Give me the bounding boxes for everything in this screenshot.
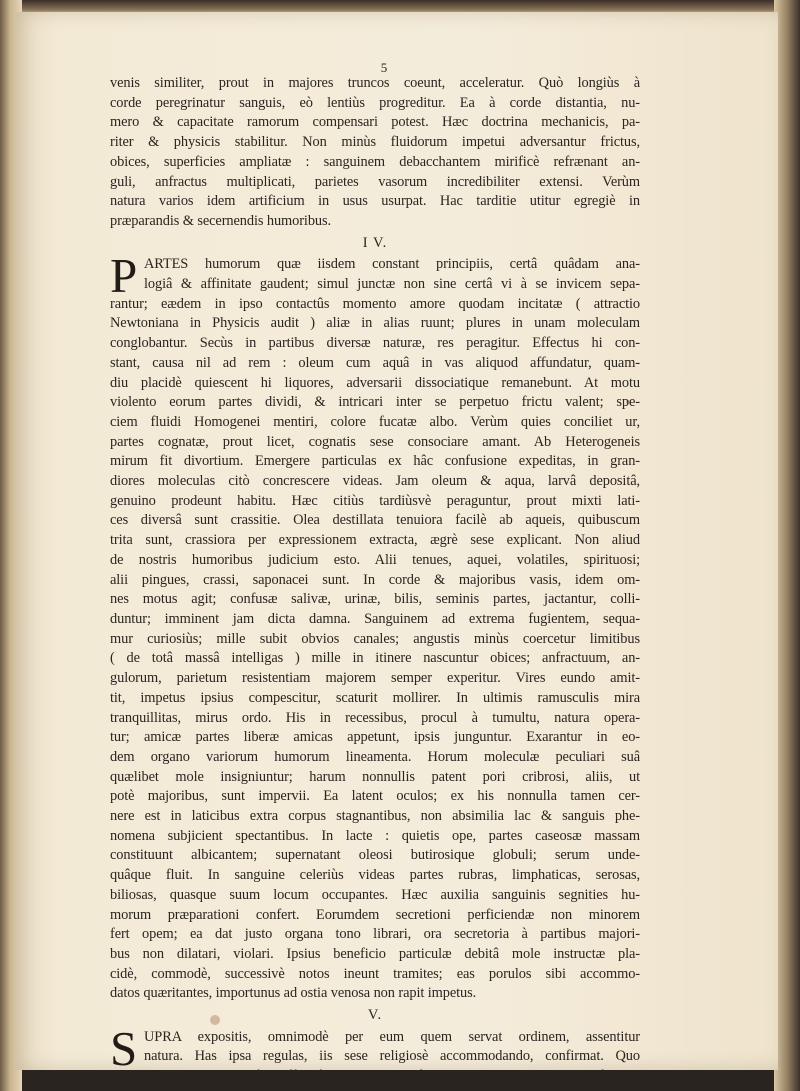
text-line: gulorum, parietum resistentiam majorem semper experitur. Vires eundo amit- xyxy=(110,670,640,687)
text-line: obices, superficies ampliatæ : sanguinem debacchantem mirificè refrænant an- xyxy=(110,153,640,170)
text-line: humor est crassior, eò difficiliùs separatur, eò majori indiget quiete; eò igi- xyxy=(110,1068,640,1085)
section-heading-iv: I V. xyxy=(362,234,388,251)
text-line: nomena subjicient spectantibus. In lacte : quietis ope, partes caseosæ massam xyxy=(110,827,640,844)
text-line: mero & capacitate ramorum compensari potest. Hæc doctrina mechanicis, pa- xyxy=(110,114,640,131)
text-line: Newtoniana in Physicis audit ) aliæ in alias ruunt; plures in unam moleculam xyxy=(110,315,640,332)
text-line: potè majoribus, sunt impervii. Ea latent oculos; ex his nonnulla tamen cer- xyxy=(110,788,640,805)
page-text xyxy=(110,58,640,1087)
text-line: natura varios idem artificium in usus usurpat. Hac tarditie utitur egregiè in xyxy=(110,193,640,210)
text-line: corde peregrinatur sanguis, eò lentiùs progreditur. Ea à corde distantia, nu- xyxy=(110,94,640,111)
text-line: violento eorum partes dividi, & intricari inter se perpetuo frictu valent; spe- xyxy=(110,394,640,411)
text-line: cidè, commodè, successivè notos ineunt tramites; eas porulos sibi accommo- xyxy=(110,965,640,982)
text-line: mirum fit divortium. Emergere particulas ex hâc confusione expeditas, in gran- xyxy=(110,453,640,470)
text-line: de nostris humoribus judicium esto. Alii tenues, aquei, volatiles, spirituosi; xyxy=(110,551,640,568)
text-line: partes cognatæ, prout licet, cognatis sese consociare amant. Ab Heterogeneis xyxy=(110,433,640,450)
text-line: logiâ & affinitate gaudent; simul junctæ non sine certâ vi à se invicem sepa- xyxy=(144,276,640,293)
text-line: UPRA expositis, omnimodè per eum quem servat ordinem, assentitur xyxy=(144,1028,640,1045)
drop-cap: S xyxy=(110,1020,138,1076)
text-line: diores moleculas citò concrescere videas. Jam oleum & aqua, larvâ depositâ, xyxy=(110,473,640,490)
section-v-paragraph xyxy=(110,1020,640,1087)
text-line: riter & physicis stabilitur. Non minùs fluidorum impetui adversantur frictus, xyxy=(110,134,640,151)
text-line: tur; amicæ partes liberæ amicas appetunt, ipsis junguntur. Exarantur in eo- xyxy=(110,729,640,746)
text-line: ces diversâ sunt crassitie. Olea destillata tenuiora facilè ab aqueis, quibuscum xyxy=(110,512,640,529)
text-line: nes motus agit; confusæ salivæ, urinæ, bilis, seminis partes, jactantur, colli- xyxy=(110,591,640,608)
text-line: mur curiosiùs; mille subit obvios canales; angustis minùs coercetur limitibus xyxy=(110,630,640,647)
text-line: tranquillitas, mirus ordo. His in recessibus, procul à tumultu, natura opera- xyxy=(110,709,640,726)
text-line: bus non dilatari, violari. Ipsius beneficio particulæ debitâ mole instructæ pla- xyxy=(110,945,640,962)
text-line: ciem fluidi Homogenei mentiri, colore fucatæ albo. Verùm quies conciliet ur, xyxy=(110,413,640,430)
text-line: morum præparationi confert. Eorumdem secretioni perficiendæ non minorem xyxy=(110,906,640,923)
text-line: conglobantur. Secùs in partibus diversæ naturæ, res peragitur. Effectus hi con- xyxy=(110,335,640,352)
text-line: tit, impetus ipsius compescitur, scaturit mollirer. In ultimis ramusculis mira xyxy=(110,689,640,706)
text-line: quâque fluit. In sanguine celeriùs videas partes rubras, limphaticas, serosas, xyxy=(110,867,640,884)
text-line: fert opem; ea dat justo organa tono librari, ora secretoria à partibus majori- xyxy=(110,926,640,943)
page-number: 5 xyxy=(380,60,388,75)
book-page xyxy=(14,12,778,1085)
text-line: quælibet mole insigniuntur; harum nonnullis patent pori cribrosi, aliis, ut xyxy=(110,768,640,785)
text-line: natura. Has ipsa regulas, iis sese religiosè accommodando, confirmat. Quo xyxy=(144,1048,640,1065)
text-line: præparandis & secernendis humoribus. xyxy=(110,212,332,229)
text-line: ( de totâ massâ intelligas ) mille in itinere nascuntur obices; anfractuum, an- xyxy=(110,650,640,667)
text-line: genuino prodeunt habitu. Hæc citiùs tardiùsvè peraguntur, prout mixti lati- xyxy=(110,492,640,509)
text-line: stant, causa nil ad rem : oleum cum aquâ in vas aliquod affundatur, quam- xyxy=(110,354,640,371)
text-line: biliosas, quasque suum locum occupantes. Hæc auxilia sanguinis segnities hu- xyxy=(110,886,640,903)
text-line: trita sunt, crassiora per expressionem extracta, ægrè sese explicant. Non aliud xyxy=(110,532,640,549)
text-line: nere est in laticibus extra corpus stagnantibus, non absimilia lac & sanguis phe- xyxy=(110,808,640,825)
text-line: constituunt albicantem; supernatant oleosi butirosique globuli; serum unde- xyxy=(110,847,640,864)
text-line: ARTES humorum quæ iisdem constant principiis, certâ quâdam ana- xyxy=(144,256,640,273)
text-line: alii pingues, crassi, saponacei sunt. In corde & majoribus vasis, idem om- xyxy=(110,571,640,588)
text-line: dem organo variorum humorum lineamenta. Horum moleculæ peculiari suâ xyxy=(110,748,640,765)
text-line: venis similiter, prout in majores truncos coeunt, acceleratur. Quò longiùs à xyxy=(110,75,640,91)
text-line: rantur; eædem in ipso contactûs momento amore quodam incitatæ ( attractio xyxy=(110,295,640,312)
text-line: duntur; imminent jam dicta damna. Sanguinem ad extrema fugientem, sequa- xyxy=(110,610,640,627)
section-iv-paragraph xyxy=(110,248,640,1004)
text-line: diu placidè quiescent hi liquores, adversarii dissociatique remanebunt. At motu xyxy=(110,374,640,391)
section-heading-v: V. xyxy=(367,1007,383,1024)
paragraph-continued xyxy=(110,74,640,232)
text-line: datos quæritantes, importunus ad ostia venosa non rapit impetus. xyxy=(110,985,477,1002)
text-line: guli, anfractus multiplicati, parietes vasorum incredibiliter extensi. Verùm xyxy=(110,173,640,190)
drop-cap: P xyxy=(110,248,138,304)
